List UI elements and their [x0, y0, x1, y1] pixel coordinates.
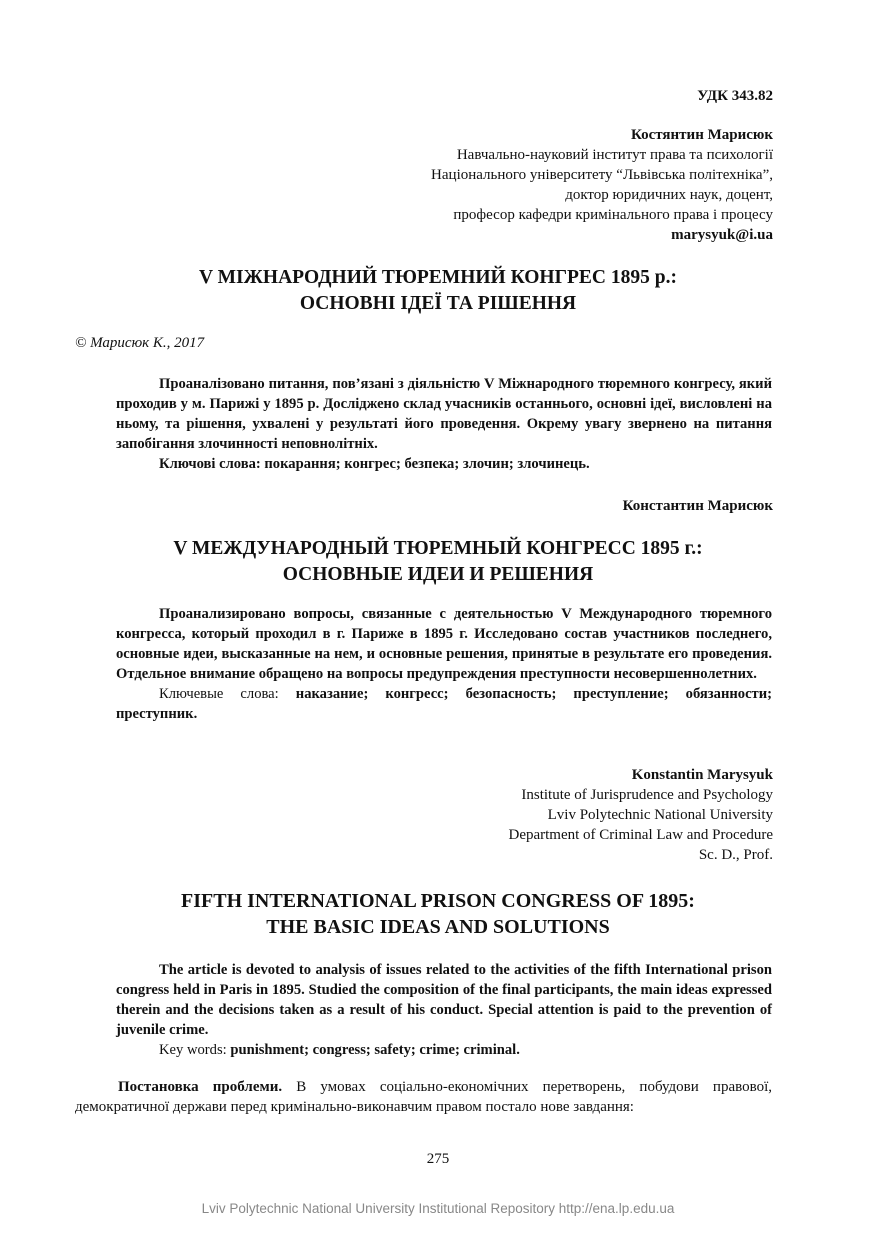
keywords-en-text: punishment; congress; safety; crime; criminal.: [226, 1042, 520, 1058]
keywords-ru-text: наказание; конгресс; безопасность; преступление; обязанности; преступник.: [116, 686, 772, 722]
keywords-ru-label: Ключевые слова:: [159, 686, 279, 702]
repository-footer: Lviv Polytechnic National University Institutional Repository http://ena.lp.edu.ua: [201, 1201, 675, 1216]
title-en-line-2: THE BASIC IDEAS AND SOLUTIONS: [266, 916, 610, 938]
keywords-en: [116, 1040, 772, 1060]
author-name-en: Konstantin Marysyuk: [631, 767, 773, 783]
title-en-line-1: FIFTH INTERNATIONAL PRISON CONGRESS OF 1895:: [181, 890, 695, 912]
author-name-uk: Костянтин Марисюк: [630, 127, 773, 143]
abstract-uk-text: Проаналізовано питання, пов’язані з діяльністю V Міжнародного тюремного конгресу, який проходив у м. Парижі у 1895 р. Досліджено склад учасників останнього, основні ідеї, висловлені на ньому, та рішення, ухвалені у результаті його проведення. Окрему увагу звернено на питання запобігання злочинності неповнолітніх.: [116, 376, 772, 452]
body-paragraph-text: В умовах соціально-економічних перетворень, побудови правової, демократичної держави перед кримінально-виконавчим правом постало нове завдання:: [75, 1079, 772, 1115]
body-paragraph: [75, 1077, 772, 1117]
title-uk-line-2: ОСНОВНІ ІДЕЇ ТА РІШЕННЯ: [299, 293, 577, 314]
udc-code: УДК 343.82: [697, 88, 773, 104]
affiliation-en-line: Lviv Polytechnic National University: [547, 807, 773, 823]
affiliation-uk-line: професор кафедри кримінального права і процесу: [453, 207, 773, 223]
abstract-uk: [116, 374, 772, 474]
abstract-ru-text: Проанализировано вопросы, связанные с деятельностью V Международного тюремного конгресса, который проходил в г. Париже в 1895 г. Исследовано состав участников последнего, основные идеи, высказанные на нем, и основные решения, принятые в результате его проведения. Отдельное внимание обращено на вопросы предупреждения преступности несовершеннолетних.: [116, 606, 772, 682]
title-ru-line-1: V МЕЖДУНАРОДНЫЙ ТЮРЕМНЫЙ КОНГРЕСС 1895 г.:: [173, 538, 703, 559]
abstract-ru: [116, 604, 772, 724]
keywords-uk: Ключові слова: покарання; конгрес; безпека; злочин; злочинець.: [159, 456, 590, 472]
copyright-notice: © Марисюк К., 2017: [75, 335, 205, 351]
title-uk-line-1: V МІЖНАРОДНИЙ ТЮРЕМНИЙ КОНГРЕС 1895 р.:: [199, 267, 677, 288]
author-name-ru: Константин Марисюк: [622, 498, 773, 514]
keywords-ru: [116, 684, 772, 724]
affiliation-uk-line: доктор юридичних наук, доцент,: [565, 187, 773, 203]
abstract-en-text: The article is devoted to analysis of issues related to the activities of the fifth International prison congress held in Paris in 1895. Studied the composition of the final participants, the main ideas expressed therein and the decisions taken as a result of his conduct. Special attention is paid to the prevention of juvenile crime.: [116, 962, 772, 1038]
affiliation-uk-line: Національного університету “Львівська політехніка”,: [431, 167, 773, 183]
author-email[interactable]: marysyuk@i.ua: [671, 227, 773, 243]
section-heading-inline: Постановка проблеми.: [118, 1079, 283, 1095]
affiliation-en-line: Institute of Jurisprudence and Psychology: [521, 787, 773, 803]
author-degree-en: Sc. D., Prof.: [698, 847, 773, 863]
affiliation-uk-line: Навчально-науковий інститут права та психології: [456, 147, 773, 163]
abstract-en: [116, 960, 772, 1060]
page-number: 275: [426, 1151, 450, 1167]
title-ru-line-2: ОСНОВНЫЕ ИДЕИ И РЕШЕНИЯ: [282, 564, 594, 585]
affiliation-en-line: Department of Criminal Law and Procedure: [508, 827, 773, 843]
keywords-en-label: Key words:: [159, 1042, 227, 1058]
